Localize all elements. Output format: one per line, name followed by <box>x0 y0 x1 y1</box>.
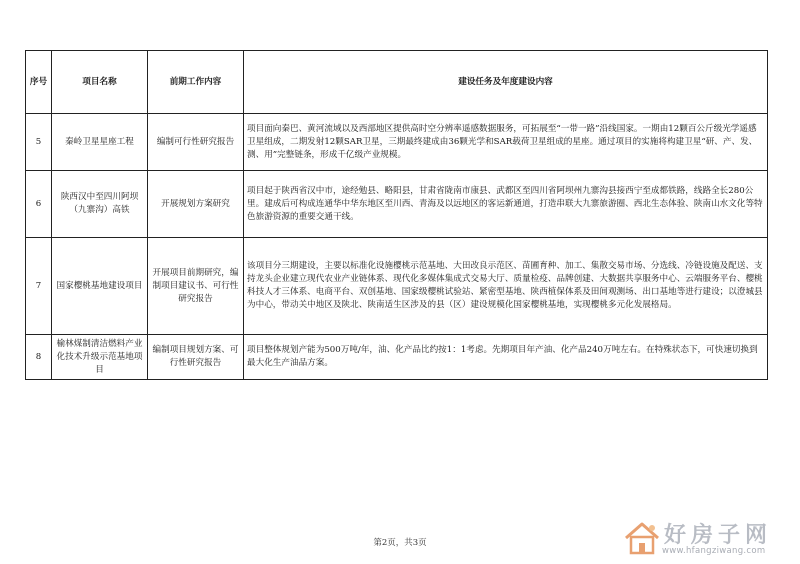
header-project-name: 项目名称 <box>52 51 148 114</box>
watermark-name: 好房子网 <box>664 523 773 548</box>
prework-content: 开展规划方案研究 <box>148 171 244 238</box>
project-name: 榆林煤制清洁燃料产业化技术升级示范基地项目 <box>52 335 148 380</box>
row-number: 7 <box>26 238 52 335</box>
table-row <box>26 114 768 171</box>
watermark-url: www.hfangziwang.com <box>662 546 766 556</box>
header-no: 序号 <box>26 51 52 114</box>
row-number: 8 <box>26 335 52 380</box>
table-row <box>26 171 768 238</box>
prework-content: 开展项目前期研究，编制项目建议书、可行性研究报告 <box>148 238 244 335</box>
table-row <box>26 238 768 335</box>
construction-content: 项目面向秦巴、黄河流域以及西部地区提供高时空分辨率遥感数据服务，可拓展至“一带一路”沿线国家。一期由12颗百公斤级光学遥感卫星组成，二期发射12颗SAR卫星，三期最终建成由36颗光学和SAR载荷卫星组成的星座。通过项目的实施将构建卫星“研、产、发、测、用”完整链条，形成千亿级产业规模。 <box>244 114 768 171</box>
row-number: 5 <box>26 114 52 171</box>
house-logo-icon <box>622 520 662 556</box>
table-row <box>26 335 768 380</box>
project-table <box>25 50 768 380</box>
page-number: 第2页，共3页 <box>373 538 427 548</box>
project-name: 国家樱桃基地建设项目 <box>52 238 148 335</box>
project-name: 陕西汉中至四川阿坝（九寨沟）高铁 <box>52 171 148 238</box>
header-construction-content: 建设任务及年度建设内容 <box>244 51 768 114</box>
prework-content: 编制项目规划方案、可行性研究报告 <box>148 335 244 380</box>
table-header-row <box>26 51 768 114</box>
construction-content: 项目起于陕西省汉中市，途经勉县、略阳县，甘肃省陇南市康县、武都区至四川省阿坝州九寨沟县接西宁至成都铁路，线路全长280公里。建成后可构成连通华中华东地区至川西、青海及以远地区的客运新通道，打造串联大九寨旅游圈、西北生态体验、陕南山水文化等特色旅游资源的重要交通干线。 <box>244 171 768 238</box>
row-number: 6 <box>26 171 52 238</box>
prework-content: 编制可行性研究报告 <box>148 114 244 171</box>
watermark <box>622 518 794 560</box>
header-prework: 前期工作内容 <box>148 51 244 114</box>
construction-content: 项目整体规划产能为500万吨/年，油、化产品比约按1：1考虑。先期项目年产油、化产品240万吨左右。在特殊状态下，可快速切换到最大化生产油品方案。 <box>244 335 768 380</box>
project-name: 秦岭卫星星座工程 <box>52 114 148 171</box>
construction-content: 该项目分三期建设，主要以标准化设施樱桃示范基地、大田改良示范区、苗圃育种、加工、集散交易市场、分选线、冷链设施及配送、支持龙头企业建立现代农业产业链体系、现代化多媒体集成式交易大厅、质量检疫、品牌创建、大数据共享服务中心、云端服务平台、樱桃科技人才三体系、电商平台、双创基地、国家级樱桃试验站、紧密型基地、陕西植保体系及田间观测场、出口基地等进行建设；以澄城县为中心，带动关中地区及陕北、陕南适生区涉及的县（区）建设规模化国家樱桃基地，实现樱桃多元化发展格局。 <box>244 238 768 335</box>
